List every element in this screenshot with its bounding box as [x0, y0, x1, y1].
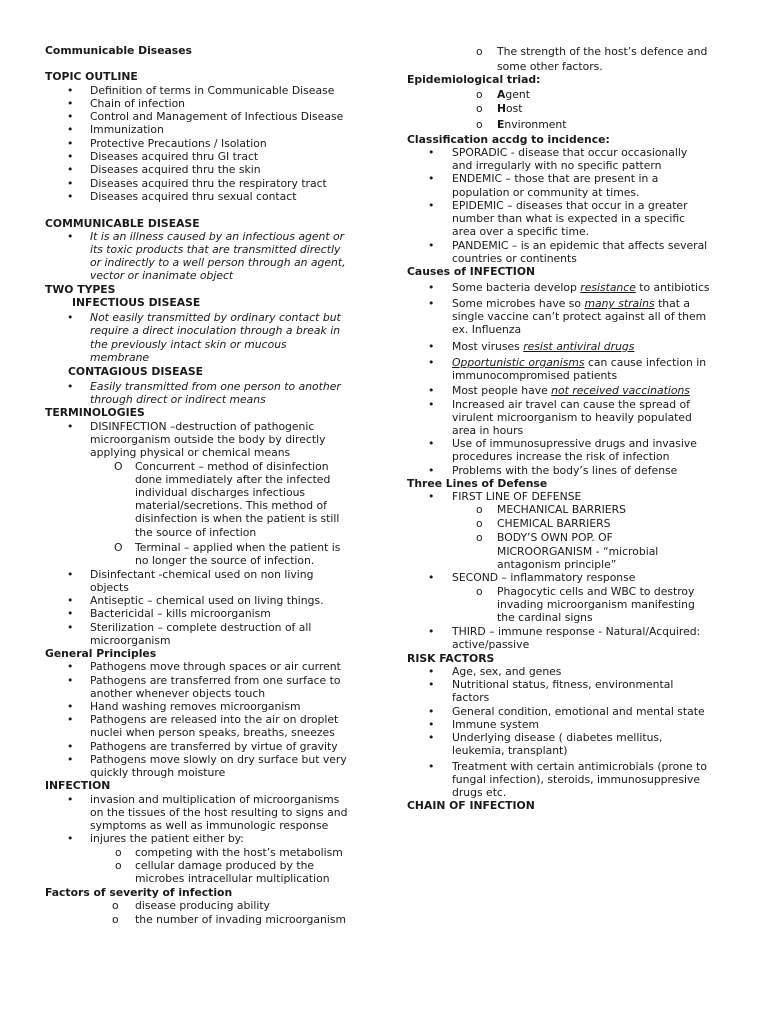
definition-line: on the tissues of the host resulting to signs and	[90, 806, 348, 819]
classification-heading: Classification accdg to incidence:	[407, 133, 610, 146]
definition-line: individual discharges infectious	[135, 486, 306, 499]
bullet-icon: •	[428, 705, 435, 718]
risk-factors-heading: RISK FACTORS	[407, 652, 495, 665]
list-item: THIRD – immune response - Natural/Acquired:	[452, 625, 701, 638]
list-item: Increased air travel can cause the spread of	[452, 398, 690, 411]
definition-line: material/secretions. This method of	[135, 499, 327, 512]
list-item: Some bacteria develop resistance to antibiotics	[452, 281, 710, 294]
two-types-heading: TWO TYPES	[45, 283, 116, 296]
list-item: Immune system	[452, 718, 540, 731]
list-item: countries or continents	[452, 252, 577, 265]
bullet-icon: •	[67, 137, 74, 150]
definition-line: Antiseptic – chemical used on living things.	[90, 594, 324, 607]
communicable-heading: COMMUNICABLE DISEASE	[45, 217, 200, 230]
list-item: procedures increase the risk of infection	[452, 450, 670, 463]
list-item: number than what is expected in a specific	[452, 212, 686, 225]
list-item: immunocompromised patients	[452, 369, 618, 382]
definition-line: membrane	[90, 351, 150, 364]
definition-line: DISINFECTION –destruction of pathogenic	[90, 420, 315, 433]
circle-bullet-icon: o	[476, 517, 483, 530]
definition-line: or indirectly to a well person through an agent,	[90, 256, 346, 269]
definition-line: Bactericidal – kills microorganism	[90, 607, 271, 620]
contagious-disease-heading: CONTAGIOUS DISEASE	[68, 365, 204, 378]
causes-heading: Causes of INFECTION	[407, 265, 536, 278]
list-item: quickly through moisture	[90, 766, 226, 779]
list-item: disease producing ability	[135, 899, 270, 912]
circle-bullet-icon: o	[476, 585, 483, 598]
circle-bullet-icon: o	[115, 859, 122, 872]
list-item: EPIDEMIC – diseases that occur in a greater	[452, 199, 688, 212]
general-principles-heading: General Principles	[45, 647, 157, 660]
bullet-icon: •	[67, 832, 74, 845]
list-item: Nutritional status, fitness, environmental	[452, 678, 674, 691]
list-item: Control and Management of Infectious Disease	[90, 110, 344, 123]
definition-line: through direct or indirect means	[90, 393, 266, 406]
list-item: leukemia, transplant)	[452, 744, 568, 757]
bullet-icon: •	[428, 731, 435, 744]
definition-line: Not easily transmitted by ordinary contact but	[90, 311, 341, 324]
list-item: ENDEMIC – those that are present in a	[452, 172, 659, 185]
bullet-icon: •	[67, 311, 74, 324]
list-item: fungal infection), steroids, immunosuppresive	[452, 773, 701, 786]
list-item: drugs etc.	[452, 786, 507, 799]
definition-line: disinfection is when the patient is still	[135, 512, 340, 525]
topic-outline-heading: TOPIC OUTLINE	[45, 70, 138, 83]
definition-line: require a direct inoculation through a break in	[90, 324, 341, 337]
circle-bullet-icon: o	[476, 531, 483, 544]
list-item: Definition of terms in Communicable Disease	[90, 84, 335, 97]
bullet-icon: •	[428, 718, 435, 731]
factors-heading: Factors of severity of infection	[45, 886, 233, 899]
bullet-icon: •	[428, 340, 435, 353]
list-item: Diseases acquired thru the respiratory tract	[90, 177, 327, 190]
circle-bullet-icon: o	[476, 102, 483, 115]
list-item: Pathogens are released into the air on droplet	[90, 713, 339, 726]
list-item: Phagocytic cells and WBC to destroy	[497, 585, 695, 598]
list-item: Chain of infection	[90, 97, 186, 110]
circle-bullet-icon: o	[112, 913, 119, 926]
infection-heading: INFECTION	[45, 779, 111, 792]
definition-line: Terminal – applied when the patient is	[135, 541, 341, 554]
bullet-icon: •	[428, 760, 435, 773]
list-item: General condition, emotional and mental state	[452, 705, 705, 718]
list-item: injures the patient either by:	[90, 832, 244, 845]
bullet-icon: •	[428, 281, 435, 294]
list-item: population or community at times.	[452, 186, 640, 199]
list-item: Opportunistic organisms can cause infection in	[452, 356, 707, 369]
bullet-icon: •	[428, 571, 435, 584]
bullet-icon: •	[428, 297, 435, 310]
definition-line: objects	[90, 581, 129, 594]
list-item: SECOND – inflammatory response	[452, 571, 636, 584]
list-item: Protective Precautions / Isolation	[90, 137, 267, 150]
epidemiological-triad-heading: Epidemiological triad:	[407, 73, 541, 86]
list-item: BODY’S OWN POP. OF	[497, 531, 613, 544]
chain-of-infection-heading: CHAIN OF INFECTION	[407, 799, 535, 812]
bullet-icon: •	[67, 674, 74, 687]
list-item: Use of immunosupressive drugs and invasive	[452, 437, 697, 450]
three-lines-heading: Three Lines of Defense	[407, 477, 548, 490]
definition-line: vector or inanimate object	[90, 269, 234, 282]
definition-line: Disinfectant -chemical used on non living	[90, 568, 314, 581]
circle-bullet-icon: o	[476, 45, 483, 58]
definition-line: Concurrent – method of disinfection	[135, 460, 329, 473]
list-item: Pathogens are transferred by virtue of gravity	[90, 740, 338, 753]
definition-line: invasion and multiplication of microorganisms	[90, 793, 340, 806]
bullet-icon: •	[67, 700, 74, 713]
definition-line: done immediately after the infected	[135, 473, 331, 486]
bullet-icon: •	[67, 594, 74, 607]
bullet-icon: •	[67, 660, 74, 673]
bullet-icon: •	[428, 464, 435, 477]
bullet-icon: •	[67, 793, 74, 806]
definition-line: the previously intact skin or mucous	[90, 338, 287, 351]
list-item: virulent microorganism to heavily populated	[452, 411, 692, 424]
bullet-icon: •	[428, 356, 435, 369]
bullet-icon: •	[67, 621, 74, 634]
triad-item: Agent	[497, 88, 530, 101]
list-item: FIRST LINE OF DEFENSE	[452, 490, 582, 503]
bullet-icon: •	[67, 110, 74, 123]
list-item: Hand washing removes microorganism	[90, 700, 301, 713]
bullet-icon: •	[428, 239, 435, 252]
bullet-icon: •	[428, 437, 435, 450]
definition-line: microorganism	[90, 634, 171, 647]
document-title: Communicable Diseases	[45, 44, 192, 57]
list-item: Most people have not received vaccinations	[452, 384, 690, 397]
list-item: another whenever objects touch	[90, 687, 266, 700]
bullet-icon: •	[67, 84, 74, 97]
circle-bullet-icon: O	[114, 541, 123, 554]
bullet-icon: •	[67, 713, 74, 726]
bullet-icon: •	[428, 490, 435, 503]
definition-line: Easily transmitted from one person to another	[90, 380, 341, 393]
list-item: Treatment with certain antimicrobials (prone to	[452, 760, 707, 773]
list-item: Underlying disease ( diabetes mellitus,	[452, 731, 663, 744]
list-item: Problems with the body’s lines of defense	[452, 464, 678, 477]
bullet-icon: •	[67, 190, 74, 203]
circle-bullet-icon: o	[476, 88, 483, 101]
definition-line: Sterilization – complete destruction of all	[90, 621, 312, 634]
terminologies-heading: TERMINOLOGIES	[45, 406, 145, 419]
bullet-icon: •	[67, 740, 74, 753]
list-item: Most viruses resist antiviral drugs	[452, 340, 635, 353]
definition-line: symptoms as well as immunologic response	[90, 819, 329, 832]
list-item: cellular damage produced by the	[135, 859, 315, 872]
list-item: active/passive	[452, 638, 530, 651]
triad-item: Host	[497, 102, 523, 115]
list-item: antagonism principle”	[497, 558, 617, 571]
bullet-icon: •	[428, 199, 435, 212]
list-item: Diseases acquired thru sexual contact	[90, 190, 297, 203]
circle-bullet-icon: o	[476, 118, 483, 131]
list-item: Pathogens move slowly on dry surface but very	[90, 753, 347, 766]
list-item: CHEMICAL BARRIERS	[497, 517, 611, 530]
bullet-icon: •	[67, 607, 74, 620]
definition-line: no longer the source of infection.	[135, 554, 315, 567]
list-item: microbes intracellular multiplication	[135, 872, 330, 885]
list-item: Some microbes have so many strains that a	[452, 297, 691, 310]
list-item: PANDEMIC – is an epidemic that affects several	[452, 239, 708, 252]
bullet-icon: •	[67, 420, 74, 433]
list-item: area in hours	[452, 424, 524, 437]
list-item: ex. Influenza	[452, 323, 522, 336]
bullet-icon: •	[67, 568, 74, 581]
definition-line: applying physical or chemical means	[90, 446, 291, 459]
bullet-icon: •	[428, 146, 435, 159]
list-item: the number of invading microorganism	[135, 913, 346, 926]
bullet-icon: •	[428, 384, 435, 397]
circle-bullet-icon: o	[112, 899, 119, 912]
definition-line: microorganism outside the body by directly	[90, 433, 326, 446]
list-item: invading microorganism manifesting	[497, 598, 695, 611]
circle-bullet-icon: O	[114, 460, 123, 473]
bullet-icon: •	[67, 123, 74, 136]
list-item: factors	[452, 691, 490, 704]
bullet-icon: •	[67, 230, 74, 243]
list-item: nuclei when person speaks, breaths, sneezes	[90, 726, 335, 739]
list-item: SPORADIC - disease that occur occasionally	[452, 146, 688, 159]
bullet-icon: •	[67, 150, 74, 163]
bullet-icon: •	[428, 665, 435, 678]
list-item: area over a specific time.	[452, 225, 590, 238]
list-item: Diseases acquired thru the skin	[90, 163, 261, 176]
circle-bullet-icon: o	[476, 503, 483, 516]
definition-line: the source of infection	[135, 526, 257, 539]
list-item: Age, sex, and genes	[452, 665, 562, 678]
bullet-icon: •	[428, 172, 435, 185]
list-item: Pathogens are transferred from one surface to	[90, 674, 341, 687]
list-item: MICROORGANISM - “microbial	[497, 545, 659, 558]
bullet-icon: •	[67, 177, 74, 190]
triad-item: Environment	[497, 118, 567, 131]
bullet-icon: •	[67, 380, 74, 393]
list-item: single vaccine can’t protect against all of them	[452, 310, 707, 323]
list-item: some other factors.	[497, 60, 603, 73]
list-item: Pathogens move through spaces or air current	[90, 660, 341, 673]
bullet-icon: •	[428, 678, 435, 691]
list-item: the cardinal signs	[497, 611, 593, 624]
bullet-icon: •	[428, 398, 435, 411]
bullet-icon: •	[67, 97, 74, 110]
bullet-icon: •	[67, 163, 74, 176]
definition-line: It is an illness caused by an infectious agent or	[90, 230, 345, 243]
definition-line: its toxic products that are transmitted directly	[90, 243, 341, 256]
bullet-icon: •	[67, 753, 74, 766]
circle-bullet-icon: o	[115, 846, 122, 859]
list-item: The strength of the host’s defence and	[497, 45, 708, 58]
infectious-disease-heading: INFECTIOUS DISEASE	[72, 296, 201, 309]
bullet-icon: •	[428, 625, 435, 638]
list-item: competing with the host’s metabolism	[135, 846, 343, 859]
list-item: Diseases acquired thru GI tract	[90, 150, 259, 163]
list-item: MECHANICAL BARRIERS	[497, 503, 626, 516]
list-item: Immunization	[90, 123, 164, 136]
list-item: and irregularly with no specific pattern	[452, 159, 662, 172]
